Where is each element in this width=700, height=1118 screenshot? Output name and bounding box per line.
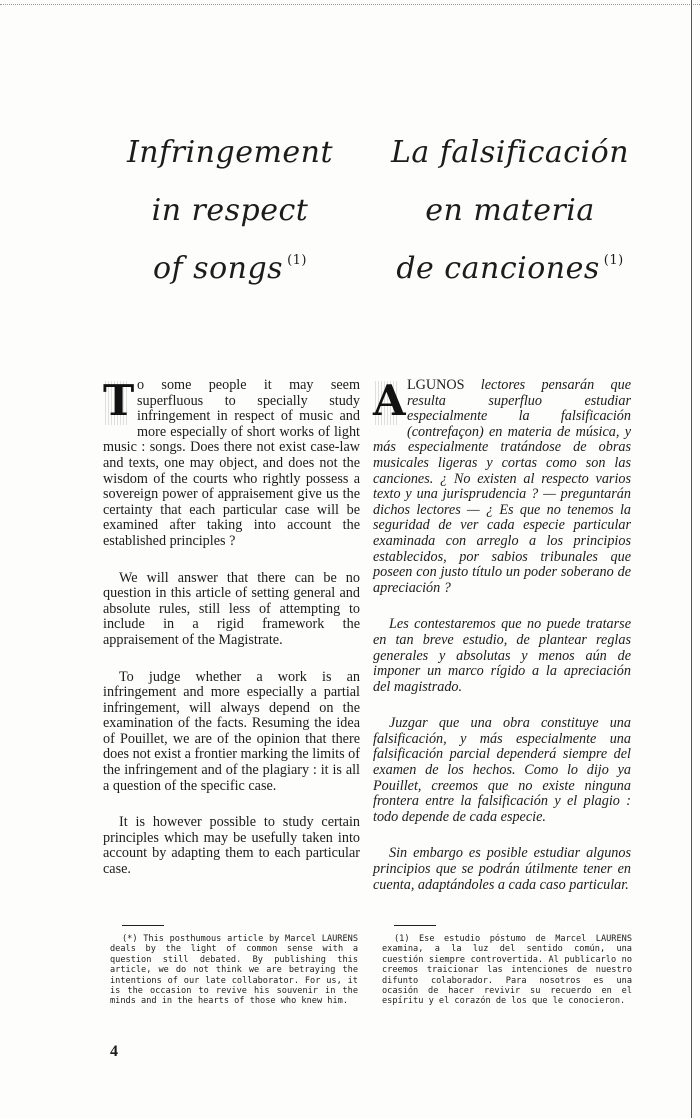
english-footnote-text: (*) This posthumous article by Marcel LAURENS deals by the light of common sense with a question still debated. By publishing this article, we do not think we are betraying the intentions of our late collaborator. For us, it is the occasion to revive his souvenir in the minds and in the hearts of those who knew him.	[110, 934, 358, 1007]
spanish-dropcap: A	[373, 376, 406, 425]
english-paragraph-3: To judge whether a work is an infringement and more especially a partial infringement, will always depend on the examination of the facts. Resuming the idea of Pouillet, we are of the opinion that there does not exist a frontier marking the limits of the infringement and of the plagiary : it is all a question of the specific case.	[103, 668, 360, 794]
spanish-title-line-3-text: de canciones	[396, 251, 600, 286]
spanish-title-line-2: en materia	[425, 193, 595, 228]
spanish-paragraph-1	[373, 378, 631, 596]
spanish-footnote	[382, 925, 632, 1007]
english-title	[110, 135, 350, 312]
spanish-title-line-1: La falsificación	[390, 135, 630, 170]
english-title-line-3	[110, 251, 350, 286]
spanish-column	[373, 378, 631, 914]
english-footnote-rule	[122, 925, 164, 926]
page-number: 4	[110, 1043, 118, 1060]
spanish-paragraph-1-text: lectores pensarán que resulta superfluo estudiar especialmente la falsificación (contrefaçon) en materia de música, y más especialmente tratándose de obras musicales ligeras y cortas como son las canciones. ¿ No existen al respecto varios texto y una jurisprudencia ? — preguntarán dichos lectores — ¿ Es que no tenemos la seguridad de ver cada especie particular examinada con arreglo a los principios establecidos, por sabios tribunales que poseen con justo título un poder soberano de apreciación ?	[373, 377, 631, 596]
spanish-lead-caps: LGUNOS	[407, 377, 465, 393]
english-title-line-3-text: of songs	[152, 251, 284, 286]
english-footnote	[110, 925, 358, 1007]
english-paragraph-1-text: o some people it may seem superfluous to specially study infringement in respect of music and more especially of short works of light music : songs. Does there not exist case-law and texts, one may object, and does not the wisdom of the courts who rightly possess a sovereign power of appraisement give us the certainty that each particular case will be examined after taking into account the established principles ?	[103, 377, 360, 549]
spanish-title	[375, 135, 645, 312]
english-column	[103, 378, 360, 899]
spanish-title-footnote-marker: (1)	[603, 253, 624, 268]
page-edge-line	[691, 0, 692, 1118]
spanish-footnote-text: (1) Ese estudio póstumo de Marcel LAURENS examina, a la luz del sentido común, una cuestión siempre controvertida. Al publicarlo no creemos traicionar las intenciones de nuestro difunto colaborador. Para nosotros es una ocasión de hacer revivir su recuerdo en el espíritu y el corazón de los que le conocieron.	[382, 934, 632, 1007]
english-title-line-2: in respect	[151, 193, 309, 228]
english-paragraph-2: We will answer that there can be no question in this article of setting general and absolute rules, still less of attempting to include in a rigid framework the appraisement of the Magistrate.	[103, 569, 360, 648]
spanish-paragraph-3: Juzgar que una obra constituye una falsificación, y más especialmente una falsificación parcial dependerá siempre del examen de los hechos. Como lo dijo ya Pouillet, creemos que no existe ninguna frontera entre la falsificación y el plagio : todo depende de cada especie.	[373, 715, 631, 825]
english-paragraph-1	[103, 378, 360, 550]
spanish-paragraph-4: Sin embargo es posible estudiar algunos principios que se podrán útilmente tener en cuenta, adaptándoles a cada caso particular.	[373, 845, 631, 893]
english-title-footnote-marker: (1)	[287, 253, 307, 268]
spanish-footnote-rule	[394, 925, 436, 926]
english-paragraph-4: It is however possible to study certain principles which may be usefully taken into account by adapting them to each particular case.	[103, 814, 360, 878]
english-dropcap: T	[103, 376, 135, 425]
spanish-title-line-3	[375, 251, 645, 286]
spanish-paragraph-2: Les contestaremos que no puede tratarse en tan breve estudio, de plantear reglas generales y absolutas y menos aún de imponer un marco rígido a la apreciación del magistrado.	[373, 616, 631, 695]
english-title-line-1: Infringement	[126, 135, 334, 170]
top-dotted-rule	[0, 4, 700, 5]
